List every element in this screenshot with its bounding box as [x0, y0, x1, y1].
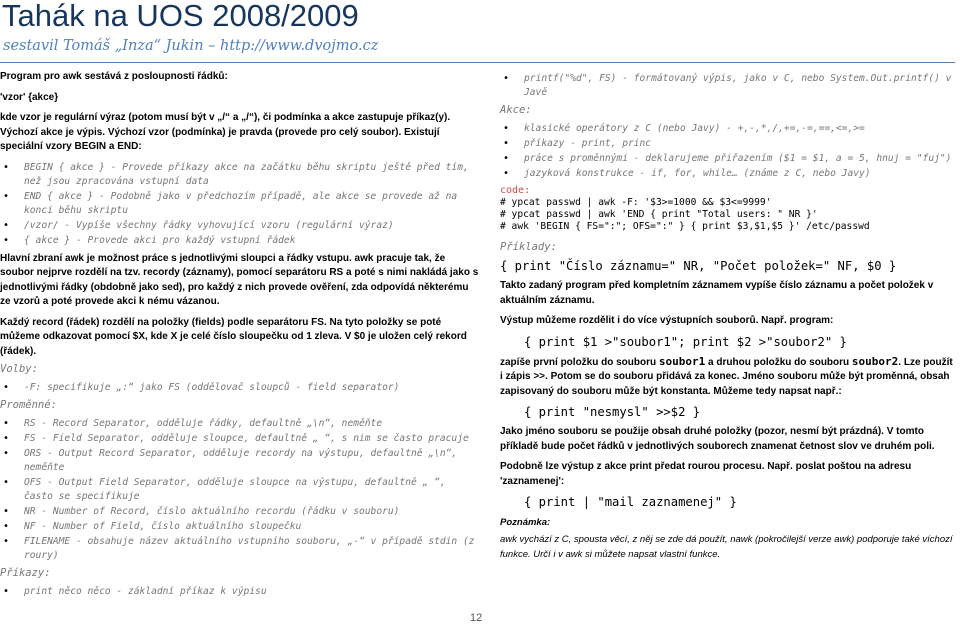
intro-line-1: Program pro awk sestává z posloupnosti řádků: — [0, 71, 228, 82]
list-item: • printf("%d", FS) - formátovaný výpis, jako v C, nebo System.Out.printf() v Javě — [500, 72, 955, 100]
list-item: • příkazy - print, princ — [500, 137, 955, 151]
code-line: # ypcat passwd | awk 'END { print "Total users: " NR }' — [500, 209, 818, 220]
promenne-list — [0, 417, 480, 563]
page-subtitle: sestavil Tomáš „Inza“ Jukin – http://www.dvojmo.cz — [3, 38, 379, 54]
list-item: • RS - Record Separator, odděluje řádky, defaultně „\n“, neměňte — [0, 417, 480, 431]
list-item: • práce s proměnnými - deklarujeme přiřazením ($1 = $1, a = 5, hnuj = "fuj") — [500, 152, 955, 166]
filename-soubor2: soubor2 — [851, 354, 899, 368]
list-item: • NF - Number of Field, číslo aktuálního sloupečku — [0, 520, 480, 534]
page-number: 12 — [470, 612, 483, 624]
page-title: Tahák na UOS 2008/2009 — [2, 0, 359, 33]
list-item: • jazyková konstrukce - if, for, while… (známe z C, nebo Javy) — [500, 167, 955, 181]
text-fragment: a druhou položku do souboru — [705, 356, 852, 368]
text-fragment: zapíše první položku do souboru — [500, 356, 659, 368]
list-item: • OFS - Output Field Separator, odděluje sloupce na výstupu, defaultně „ “, často se specifikuje — [0, 476, 480, 504]
code-line: # awk 'BEGIN { FS=":"; OFS=":" } { print $3,$1,$5 }' /etc/passwd — [500, 221, 870, 232]
list-item: • BEGIN { akce } - Provede příkazy akce na začátku běhu skriptu ještě před tím, než jsou zpracována vstupní data — [0, 161, 480, 189]
code-label: code: — [500, 185, 531, 196]
section-priklady-title: Příklady: — [500, 241, 557, 253]
section-promenne-title: Proměnné: — [0, 399, 57, 411]
right-column — [500, 70, 955, 568]
example-code-2: { print $1 >"soubor1"; print $2 >"soubor2" } — [524, 334, 847, 349]
paragraph-filename-variable: Jako jméno souboru se použije obsah druhé položky (pozor, nesmí být prázdná). V tomto příkladě bude počet řádků v jednotlivých souborech znamenat četnost slov ve druhém poli. — [500, 426, 935, 452]
paragraph-multiple-outputs: Výstup můžeme rozdělit i do více výstupních souborů. Např. program: — [500, 315, 834, 326]
intro-line-2: 'vzor' {akce} — [0, 91, 59, 103]
volby-list — [0, 381, 480, 395]
section-akce-title: Akce: — [500, 104, 532, 116]
text-fragment: . Lze použít i zápis >>. Potom se do souboru přidává za konec. Jméno souboru může být proměnná, obsah zapisovaný do souboru může být konstanta. Můžeme tedy napsat např.: — [500, 356, 953, 397]
header-divider — [0, 62, 955, 63]
list-item: • ORS - Output Record Separator, odděluje recordy na výstupu, defaultně „\n“, neměňte — [0, 447, 480, 475]
list-item: • NR - Number of Record, číslo aktuálního recordu (řádku v souboru) — [0, 505, 480, 519]
paragraph-fields: Každý record (řádek) rozdělí na položky (fields) podle separátoru FS. Na tyto položky se poté můžeme odkazovat pomocí $X, kde X je celé číslo sloupečku od 1 zleva. V $0 je uložen celý rekord (řádek). — [0, 316, 467, 357]
left-column — [0, 70, 480, 603]
code-line: # ypcat passwd | awk -F: '$3>=1000 && $3<=9999' — [500, 197, 772, 208]
note-text: awk vychází z C, spousta věcí, z něj se zde dá použít, nawk (pokročilejší verze awk) podporuje také víchozí funkce. Určí i v awk si můžete napsat vlastní funkce. — [500, 534, 953, 560]
section-volby-title: Volby: — [0, 363, 38, 375]
paragraph-example1: Takto zadaný program před kompletním záznamem vypíše číslo záznamu a počet položek v aktuálním záznamu. — [500, 280, 934, 306]
paragraph-records: Hlavní zbraní awk je možnost práce s jednotlivými sloupci a řádky vstupu. awk pracuje tak, že soubor nejprve rozdělí na tzv. recordy (záznamy), pomocí separátoru RS a poté s nimi nakládá jako s jednotlivými řádky (obdobně jako sed), pro každý z nich provede ověření, zda odpovídá některému ze vzorů a poté provede akci k nému vázanou. — [0, 252, 479, 307]
special-patterns-list — [0, 161, 480, 248]
list-item: • /vzor/ - Vypíše všechny řádky vyhovující vzoru (regulární výraz) — [0, 219, 480, 233]
list-item: • -F: specifikuje „:“ jako FS (oddělovač sloupců - field separator) — [0, 381, 480, 395]
list-item: • FILENAME - obsahuje název aktuálního vstupního souboru, „-“ v případě stdin (z roury) — [0, 535, 480, 563]
intro-paragraph: kde vzor je regulární výraz (potom musí být v „/“ a „/“), či podmínka a akce zastupuje příkaz(y). Výchozí akce je výpis. Výchozí vzor (podmínka) je pravda (provede pro celý soubor). Existují speciální vzory BEGIN a END: — [0, 112, 451, 152]
list-item: • END { akce } - Podobně jako v předchozím případě, ale akce se provede až na konci běhu skriptu — [0, 190, 480, 218]
example-code-4: { print | "mail zaznamenej" } — [524, 495, 737, 509]
example-code-3: { print "nesmysl" >>$2 } — [524, 405, 701, 419]
section-prikazy-title: Příkazy: — [0, 567, 51, 579]
paragraph-pipe: Podobně lze výstup z akce print předat rourou procesu. Např. poslat poštou na adresu 'zaznamenej': — [500, 461, 912, 487]
note-title: Poznámka: — [500, 517, 551, 528]
filename-soubor1: soubor1 — [658, 354, 706, 368]
list-item: • klasické operátory z C (nebo Javy) - +,-,*,/,+=,-=,==,<=,>= — [500, 122, 955, 136]
example-code-1: { print "Číslo záznamu=" NR, "Počet položek=" NF, $0 } — [500, 259, 897, 273]
prikazy-list-continued — [500, 72, 955, 100]
prikazy-list — [0, 585, 480, 599]
paragraph-redirect — [500, 355, 955, 400]
list-item: • { akce } - Provede akci pro každý vstupní řádek — [0, 234, 480, 248]
list-item: • FS - Field Separator, odděluje sloupce, defaultně „ “, s nim se často pracuje — [0, 432, 480, 446]
list-item: • print něco něco - základní příkaz k výpisu — [0, 585, 480, 599]
akce-list — [500, 122, 955, 181]
